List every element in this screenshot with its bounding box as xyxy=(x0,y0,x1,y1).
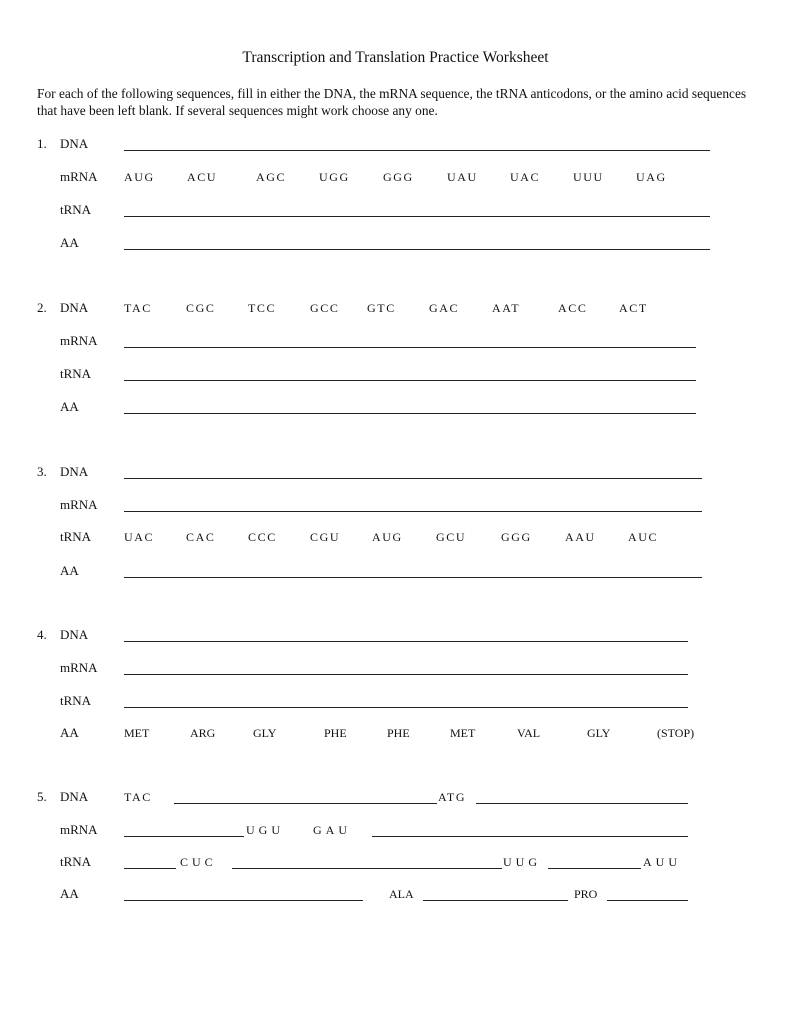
amino-acid: GLY xyxy=(587,726,611,740)
codon: UAU xyxy=(447,170,478,184)
anticodon: CGU xyxy=(310,530,341,544)
codon: TAC xyxy=(124,301,152,315)
codon: TCC xyxy=(248,301,277,315)
aa-label: AA xyxy=(60,235,79,250)
aa-label: AA xyxy=(60,725,79,740)
trna-answer-line[interactable] xyxy=(124,707,688,708)
problem-number: 3. xyxy=(37,464,47,479)
codon: ATG xyxy=(438,790,467,804)
anticodon: GCU xyxy=(436,530,467,544)
mrna-answer-line[interactable] xyxy=(124,674,688,675)
codon: UAC xyxy=(510,170,541,184)
amino-acid: ARG xyxy=(190,726,216,740)
aa-answer-line[interactable] xyxy=(124,900,363,901)
anticodon: UAC xyxy=(124,530,155,544)
dna-label: DNA xyxy=(60,300,89,315)
codon: ACC xyxy=(558,301,588,315)
trna-answer-line[interactable] xyxy=(548,868,641,869)
problem-number: 4. xyxy=(37,627,47,642)
instructions: For each of the following sequences, fill in either the DNA, the mRNA sequence, the tRNA anticodons, or the amino acid sequences that have been left blank. If several sequences might work choose any one. xyxy=(37,86,747,118)
codon: UGU xyxy=(246,823,284,837)
mrna-answer-line[interactable] xyxy=(372,836,688,837)
amino-acid: MET xyxy=(450,726,476,740)
dna-label: DNA xyxy=(60,789,89,804)
mrna-label: mRNA xyxy=(60,822,98,837)
problem-number: 1. xyxy=(37,136,47,151)
aa-answer-line[interactable] xyxy=(124,413,696,414)
trna-answer-line[interactable] xyxy=(232,868,502,869)
codon: ACT xyxy=(619,301,648,315)
trna-label: tRNA xyxy=(60,529,92,544)
codon: AAT xyxy=(492,301,521,315)
anticodon: AAU xyxy=(565,530,596,544)
anticodon: CAC xyxy=(186,530,216,544)
anticodon: AUC xyxy=(628,530,659,544)
dna-label: DNA xyxy=(60,627,89,642)
codon: AUG xyxy=(124,170,155,184)
anticodon: CUC xyxy=(180,855,217,869)
anticodon: GGG xyxy=(501,530,532,544)
aa-answer-line[interactable] xyxy=(124,249,710,250)
codon: GCC xyxy=(310,301,340,315)
dna-answer-line[interactable] xyxy=(124,478,702,479)
dna-answer-line[interactable] xyxy=(124,641,688,642)
aa-answer-line[interactable] xyxy=(124,577,702,578)
amino-acid: ALA xyxy=(389,887,414,901)
mrna-label: mRNA xyxy=(60,333,98,348)
anticodon: AUU xyxy=(643,855,681,869)
aa-label: AA xyxy=(60,399,79,414)
amino-acid: MET xyxy=(124,726,150,740)
trna-label: tRNA xyxy=(60,202,92,217)
dna-answer-line[interactable] xyxy=(174,803,437,804)
mrna-label: mRNA xyxy=(60,169,98,184)
mrna-answer-line[interactable] xyxy=(124,836,244,837)
trna-answer-line[interactable] xyxy=(124,216,710,217)
codon: AGC xyxy=(256,170,287,184)
aa-label: AA xyxy=(60,563,79,578)
codon: GGG xyxy=(383,170,414,184)
dna-answer-line[interactable] xyxy=(124,150,710,151)
codon: GAU xyxy=(313,823,351,837)
codon: GTC xyxy=(367,301,396,315)
mrna-answer-line[interactable] xyxy=(124,347,696,348)
dna-label: DNA xyxy=(60,464,89,479)
problem-number: 5. xyxy=(37,789,47,804)
trna-label: tRNA xyxy=(60,854,92,869)
trna-answer-line[interactable] xyxy=(124,380,696,381)
trna-label: tRNA xyxy=(60,366,92,381)
aa-answer-line[interactable] xyxy=(423,900,568,901)
codon: TAC xyxy=(124,790,152,804)
codon: UGG xyxy=(319,170,350,184)
anticodon: AUG xyxy=(372,530,403,544)
dna-label: DNA xyxy=(60,136,89,151)
amino-acid: (STOP) xyxy=(657,726,695,740)
codon: UUU xyxy=(573,170,604,184)
worksheet-title: Transcription and Translation Practice Worksheet xyxy=(242,49,549,66)
codon: UAG xyxy=(636,170,667,184)
problem-number: 2. xyxy=(37,300,47,315)
amino-acid: PHE xyxy=(387,726,410,740)
aa-label: AA xyxy=(60,886,79,901)
mrna-label: mRNA xyxy=(60,497,98,512)
aa-answer-line[interactable] xyxy=(607,900,688,901)
codon: ACU xyxy=(187,170,218,184)
anticodon: CCC xyxy=(248,530,277,544)
codon: CGC xyxy=(186,301,216,315)
anticodon: UUG xyxy=(503,855,541,869)
codon: GAC xyxy=(429,301,460,315)
trna-label: tRNA xyxy=(60,693,92,708)
mrna-label: mRNA xyxy=(60,660,98,675)
trna-answer-line[interactable] xyxy=(124,868,176,869)
amino-acid: PRO xyxy=(574,887,598,901)
amino-acid: VAL xyxy=(517,726,541,740)
mrna-answer-line[interactable] xyxy=(124,511,702,512)
amino-acid: GLY xyxy=(253,726,277,740)
dna-answer-line[interactable] xyxy=(476,803,688,804)
amino-acid: PHE xyxy=(324,726,347,740)
